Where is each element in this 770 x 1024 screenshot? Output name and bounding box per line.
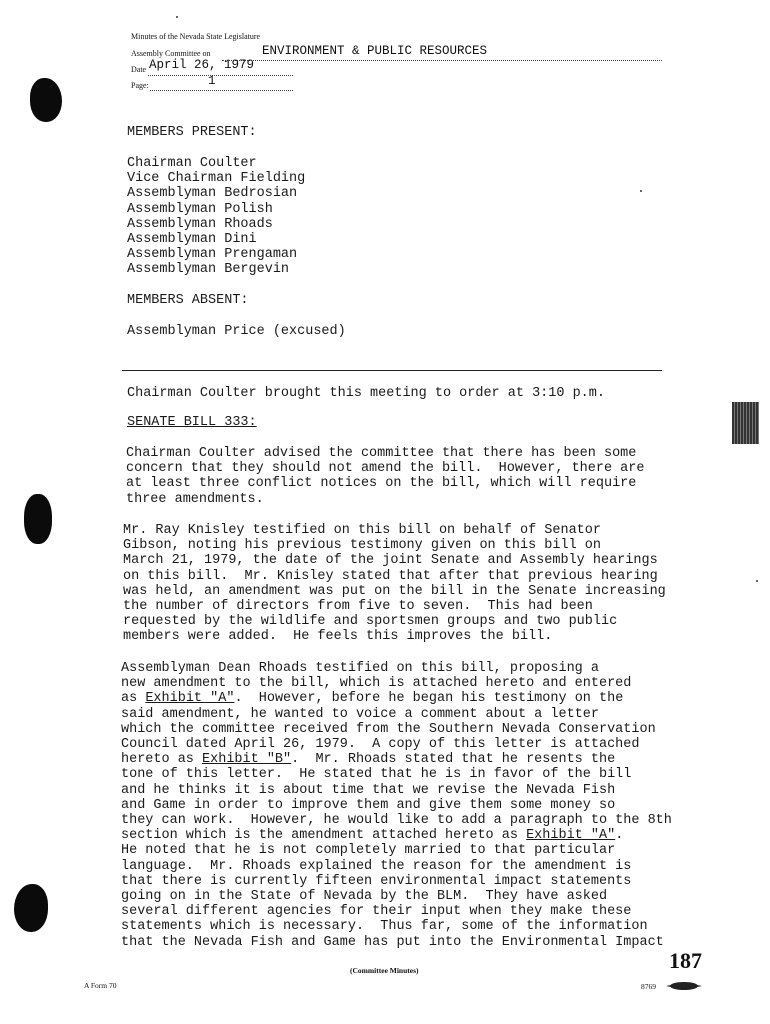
members-present-heading: MEMBERS PRESENT:	[127, 125, 257, 140]
members-absent-heading: MEMBERS ABSENT:	[127, 293, 249, 308]
text-line: that the Nevada Fish and Game has put into the Environmental Impact	[121, 934, 664, 950]
punch-hole-middle	[24, 494, 52, 544]
text-fragment: section which is the amendment attached hereto as	[121, 828, 527, 844]
text-line: and Game in order to improve them and give them some money so	[121, 797, 616, 813]
exhibit-a-reference: Exhibit "A"	[526, 828, 616, 844]
section-divider	[122, 370, 662, 371]
member-name: Chairman Coulter	[127, 156, 257, 171]
text-line: March 21, 1979, the date of the joint Senate and Assembly hearings	[123, 553, 658, 569]
text-line: Mr. Ray Knisley testified on this bill on behalf of Senator	[123, 523, 601, 538]
header-committee-rule	[222, 60, 662, 61]
text-line: new amendment to the bill, which is attached hereto and entered	[121, 676, 632, 692]
scan-speck	[756, 580, 758, 582]
bill-heading	[127, 415, 257, 430]
members-present-list	[127, 156, 305, 278]
text-line: language. Mr. Rhoads explained the reason for the amendment is	[121, 858, 632, 874]
text-fragment: as	[121, 691, 146, 707]
member-absent-name: Assemblyman Price (excused)	[127, 324, 346, 339]
header-page-label: Page:	[131, 81, 149, 90]
text-line: Gibson, noting his previous testimony given on this bill on	[123, 538, 601, 554]
text-line: several different agencies for their input when they make these	[121, 904, 632, 920]
bill-heading-text: SENATE BILL 333:	[127, 415, 257, 430]
member-name: Assemblyman Bergevin	[127, 262, 290, 278]
text-fragment: . Mr. Rhoads stated that he resents the	[291, 752, 616, 768]
header-page-value: 1	[208, 74, 216, 88]
scan-speck	[176, 16, 178, 18]
text-line: Council dated April 26, 1979. A copy of this letter is attached	[121, 737, 640, 753]
text-line: they can work. However, he would like to add a paragraph to the 8th	[121, 813, 672, 829]
member-name: Assemblyman Rhoads	[127, 216, 273, 232]
text-line: that there is currently fifteen environmental impact statements	[121, 873, 632, 889]
footer-committee-minutes: (Committee Minutes)	[350, 966, 419, 975]
text-line: requested by the wildlife and sportsmen groups and two public	[123, 614, 618, 630]
header-committee-label: Assembly Committee on	[131, 49, 211, 58]
text-line: going on in the State of Nevada by the BLM. They have asked	[121, 889, 608, 905]
text-line: tone of this letter. He stated that he is in favor of the bill	[121, 767, 632, 783]
member-name: Assemblyman Polish	[127, 201, 273, 217]
text-line: said amendment, he wanted to voice a comment about a letter	[121, 706, 599, 722]
member-name: Vice Chairman Fielding	[127, 171, 306, 187]
paragraph-knisley-testimony	[123, 523, 666, 645]
page-number-stamp: 187	[669, 948, 702, 973]
member-name: Assemblyman Dini	[127, 232, 257, 248]
header-date-value: April 26, 1979	[149, 58, 255, 72]
text-line	[121, 691, 672, 706]
text-line: was held, an amendment was put on the bill in the Senate increasing	[123, 583, 666, 599]
member-name: Assemblyman Bedrosian	[127, 186, 298, 202]
scan-speck	[640, 190, 642, 192]
text-line: Assemblyman Dean Rhoads testified on this bill, proposing a	[121, 661, 599, 676]
text-fragment: hereto as	[121, 752, 203, 768]
text-line: and he thinks it is about time that we revise the Nevada Fish	[121, 782, 616, 798]
text-line: three amendments.	[126, 491, 264, 507]
punch-hole-top	[30, 78, 62, 122]
margin-tab-mark	[732, 402, 759, 444]
text-line: Chairman Coulter advised the committee that there has been some	[126, 446, 637, 461]
printer-logo-icon	[664, 978, 704, 994]
text-line: at least three conflict notices on the bill, which will require	[126, 476, 637, 492]
header-legislature: Minutes of the Nevada State Legislature	[131, 32, 261, 41]
text-fragment: .	[615, 828, 624, 844]
text-line: the number of directors from five to seven. This had been	[123, 599, 593, 615]
text-line: concern that they should not amend the bill. However, there are	[126, 461, 645, 477]
exhibit-b-reference: Exhibit "B"	[202, 752, 292, 768]
member-name: Assemblyman Prengaman	[127, 247, 298, 263]
text-fragment: . However, before he began his testimony on the	[234, 691, 624, 707]
footer-print-code: 8769	[641, 982, 656, 991]
text-line: statements which is necessary. Thus far, some of the information	[121, 919, 648, 935]
text-line	[121, 752, 672, 767]
header-page-rule	[150, 90, 293, 91]
footer-form-number: A Form 70	[84, 981, 117, 990]
text-line: on this bill. Mr. Knisley stated that after that previous hearing	[123, 568, 658, 584]
header-date-rule	[148, 75, 293, 76]
punch-hole-bottom	[14, 884, 48, 932]
text-line	[121, 828, 672, 843]
paragraph-chairman-advice	[126, 446, 644, 507]
text-line: members were added. He feels this improves the bill.	[123, 629, 553, 645]
exhibit-a-reference: Exhibit "A"	[145, 691, 235, 707]
text-line: He noted that he is not completely married to that particular	[121, 843, 616, 859]
header-committee-value: ENVIRONMENT & PUBLIC RESOURCES	[262, 44, 488, 58]
header-date-label: Date	[131, 65, 147, 74]
paragraph-rhoads-testimony	[121, 661, 672, 950]
text-line: which the committee received from the Southern Nevada Conservation	[121, 721, 656, 737]
call-to-order: Chairman Coulter brought this meeting to order at 3:10 p.m.	[127, 386, 605, 401]
